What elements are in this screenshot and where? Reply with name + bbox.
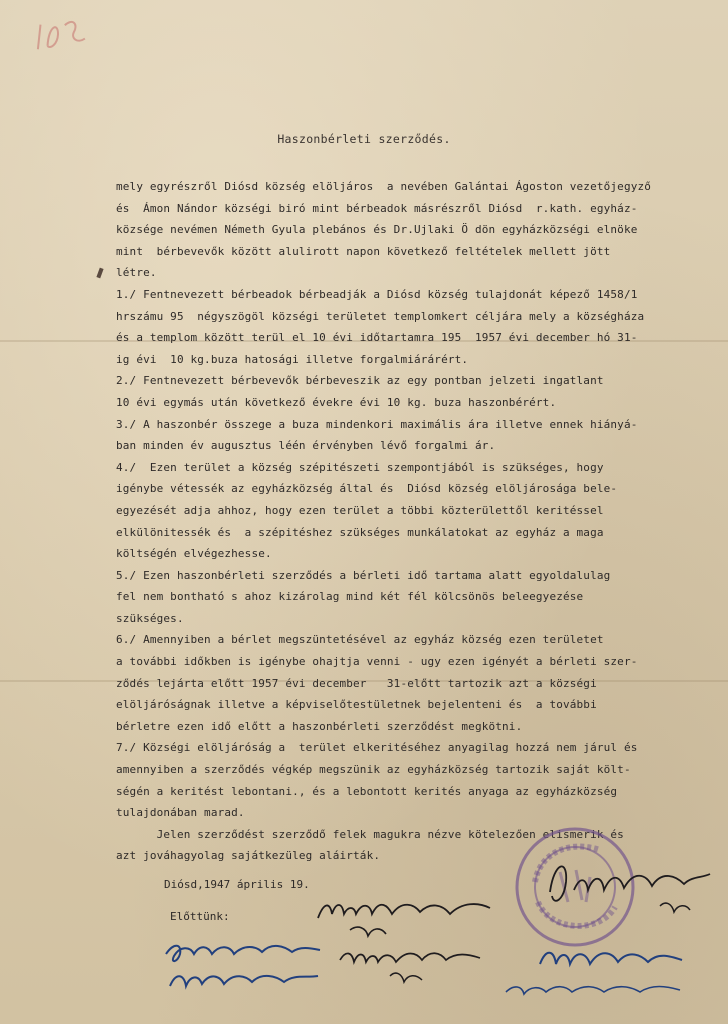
text-line: és a templom között terül el 10 évi időtartamra 195 1957 évi december hó 31- xyxy=(116,331,638,345)
text-line: 6./ Amennyiben a bérlet megszüntetésével az egyház község ezen területet xyxy=(116,633,604,647)
text-line: 5./ Ezen haszonbérleti szerződés a bérleti idő tartama alatt egyoldalulag xyxy=(116,568,611,582)
text-line: bérletre ezen idő előtt a haszonbérleti szerződést megkötni. xyxy=(116,719,523,733)
official-stamp xyxy=(510,822,640,952)
text-line: tulajdonában marad. xyxy=(116,806,245,820)
corner-pencil-mark xyxy=(28,10,93,58)
text-line: egyezését adja ahhoz, hogy ezen terület a többi közterülettől keritéssel xyxy=(116,503,604,517)
text-line: ig évi 10 kg.buza hatosági illetve forgalmiárárért. xyxy=(116,352,469,366)
text-line: létre. xyxy=(116,266,157,280)
text-line: fel nem bontható s ahoz kizárolag mind két fél kölcsönös beleegyezése xyxy=(116,590,584,604)
text-line: a további időkben is igénybe ohajtja venni - ugy ezen igényét a bérleti szer- xyxy=(116,655,638,669)
text-line: és Ámon Nándor községi biró mint bérbeadok másrészről Diósd r.kath. egyház- xyxy=(116,201,638,215)
text-line: 2./ Fentnevezett bérbevevők bérbeveszik az egy pontban jelzeti ingatlant xyxy=(116,374,604,388)
text-line: mint bérbevevők között alulirott napon következő feltételek mellett jött xyxy=(116,244,611,258)
text-line: elöljáróságnak illetve a képviselőtestületnek bejelenteni és a további xyxy=(116,698,597,712)
text-line: 1./ Fentnevezett bérbeadok bérbeadják a Diósd község tulajdonát képező 1458/1 xyxy=(116,287,638,301)
text-line: költségén elvégezhesse. xyxy=(116,547,272,561)
margin-mark xyxy=(96,268,103,279)
text-line: Jelen szerződést szerződő felek magukra nézve kötelezően elismerik és xyxy=(116,827,624,841)
text-line: községe nevémen Németh Gyula plebános és Dr.Ujlaki Ö dön egyházközségi elnöke xyxy=(116,223,638,237)
text-line: igénybe vétessék az egyházközség által és Diósd község elöljárosága bele- xyxy=(116,482,618,496)
signature-nemeth-gyula xyxy=(310,884,510,944)
contract-body xyxy=(116,176,716,867)
text-line: ban minden év augusztus léén érvényben lévő forgalmi ár. xyxy=(116,439,496,453)
text-line: amennyiben a szerződés végkép megszünik az egyházközség tartozik saját költ- xyxy=(116,763,631,777)
text-line: ségén a keritést lebontani., és a lebontott kerités anyaga az egyházközség xyxy=(116,784,618,798)
text-line: szükséges. xyxy=(116,611,184,625)
text-line: 7./ Községi elöljáróság a terület elkeritéséhez anyagilag hozzá nem járul és xyxy=(116,741,638,755)
text-line: ződés lejárta előtt 1957 évi december 31-előtt tartozik azt a községi xyxy=(116,676,597,690)
text-line: elkülönitessék és a szépitéshez szükséges munkálatokat az egyház a maga xyxy=(116,525,604,539)
signature-witness-one xyxy=(160,932,340,1002)
text-line: hrszámu 95 négyszögöl községi területet templomkert céljára mely a községháza xyxy=(116,309,645,323)
witnesses-label: Előttünk: xyxy=(170,910,230,923)
signature-amon-nandor xyxy=(330,930,500,990)
place-and-date: Diósd,1947 április 19. xyxy=(164,878,310,891)
text-line: 3./ A haszonbér összege a buza mindenkori maximális ára illetve ennek hiányá- xyxy=(116,417,638,431)
text-line: 4./ Ezen terület a község szépitészeti szempontjából is szükséges, hogy xyxy=(116,460,604,474)
text-line: 10 évi egymás után következő évekre évi 10 kg. buza haszonbérért. xyxy=(116,395,557,409)
text-line: mely egyrészről Diósd község elöljáros a nevében Galántai Ágoston vezetőjegyző xyxy=(116,180,652,193)
document-title: Haszonbérleti szerződés. xyxy=(277,132,451,146)
text-line: azt jováhagyolag sajátkezüleg aláirták. xyxy=(116,849,381,863)
